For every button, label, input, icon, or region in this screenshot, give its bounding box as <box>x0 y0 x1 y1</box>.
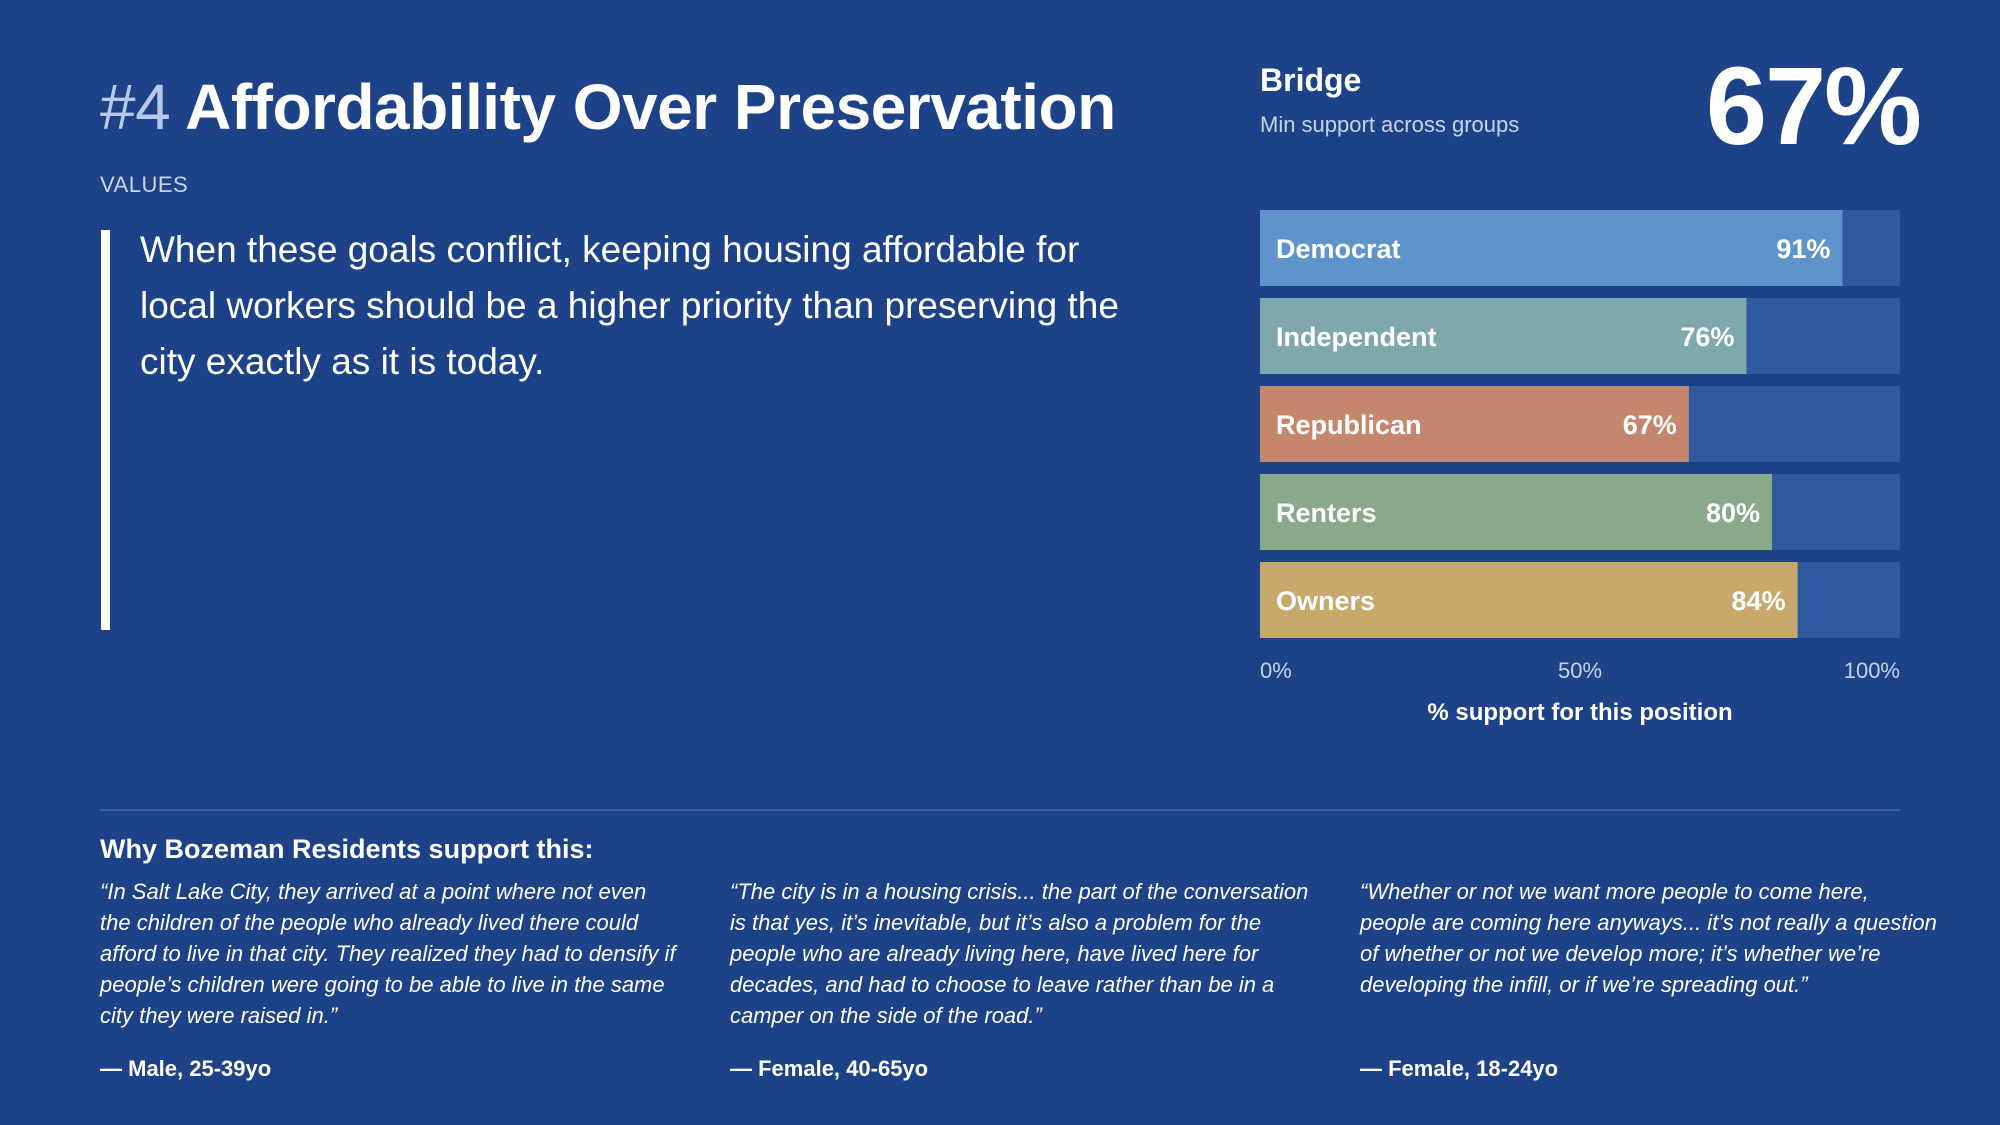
bar-value-democrat: 91% <box>1776 234 1831 264</box>
bridge-value: 67% <box>1705 45 1920 168</box>
bridge-label: Bridge <box>1260 62 1362 98</box>
page-title <box>100 70 1116 144</box>
bar-value-republican: 67% <box>1622 410 1677 440</box>
statement-text: When these goals conflict, keeping housing affordable for local workers should be a higher priority than preserving the city exactly as it is today. <box>140 229 1119 382</box>
x-axis-label: % support for this position <box>1427 699 1733 726</box>
section-divider <box>100 809 1900 811</box>
section-tag: VALUES <box>100 172 189 197</box>
title-number: #4 <box>100 71 171 143</box>
testimonial-attribution-2: — Female, 40-65yo <box>730 1056 929 1081</box>
title-text: Affordability Over Preservation <box>185 71 1116 143</box>
bar-label-renters: Renters <box>1276 498 1377 528</box>
testimonials-heading: Why Bozeman Residents support this: <box>100 834 594 864</box>
testimonial-quote-2: “The city is in a housing crisis... the part of the conversation is that yes, it’s inevitable, but it’s also a problem for the people who are already living here, have lived here for decades, and had to choose to leave rather than be in a camper on the side of the road.” <box>730 879 1309 1028</box>
x-tick-label: 100% <box>1843 658 1900 683</box>
bar-label-democrat: Democrat <box>1276 234 1401 264</box>
statement-accent-bar <box>101 230 110 630</box>
testimonial-attribution-1: — Male, 25-39yo <box>100 1056 272 1081</box>
bar-value-owners: 84% <box>1731 586 1786 616</box>
bar-label-owners: Owners <box>1276 586 1376 616</box>
bar-label-republican: Republican <box>1276 410 1422 440</box>
bridge-sublabel: Min support across groups <box>1260 112 1520 137</box>
bar-value-renters: 80% <box>1705 498 1760 528</box>
bar-value-independent: 76% <box>1680 322 1735 352</box>
support-bar-chart <box>1260 210 1900 730</box>
testimonial-attribution-3: — Female, 18-24yo <box>1360 1056 1559 1081</box>
bar-label-independent: Independent <box>1276 322 1437 352</box>
testimonial-quote-3: “Whether or not we want more people to come here, people are coming here anyways... it’s not really a question of whether or not we develop more; it’s whether we’re developing the infill, or if we’re spreading out.” <box>1360 879 1937 997</box>
x-tick-label: 50% <box>1557 658 1603 683</box>
x-tick-label: 0% <box>1260 658 1292 683</box>
testimonial-quote-1: “In Salt Lake City, they arrived at a point where not even the children of the people who already lived there could afford to live in that city. They realized they had to densify if people’s children were going to be able to live in the same city they were raised in.” <box>100 879 676 1028</box>
